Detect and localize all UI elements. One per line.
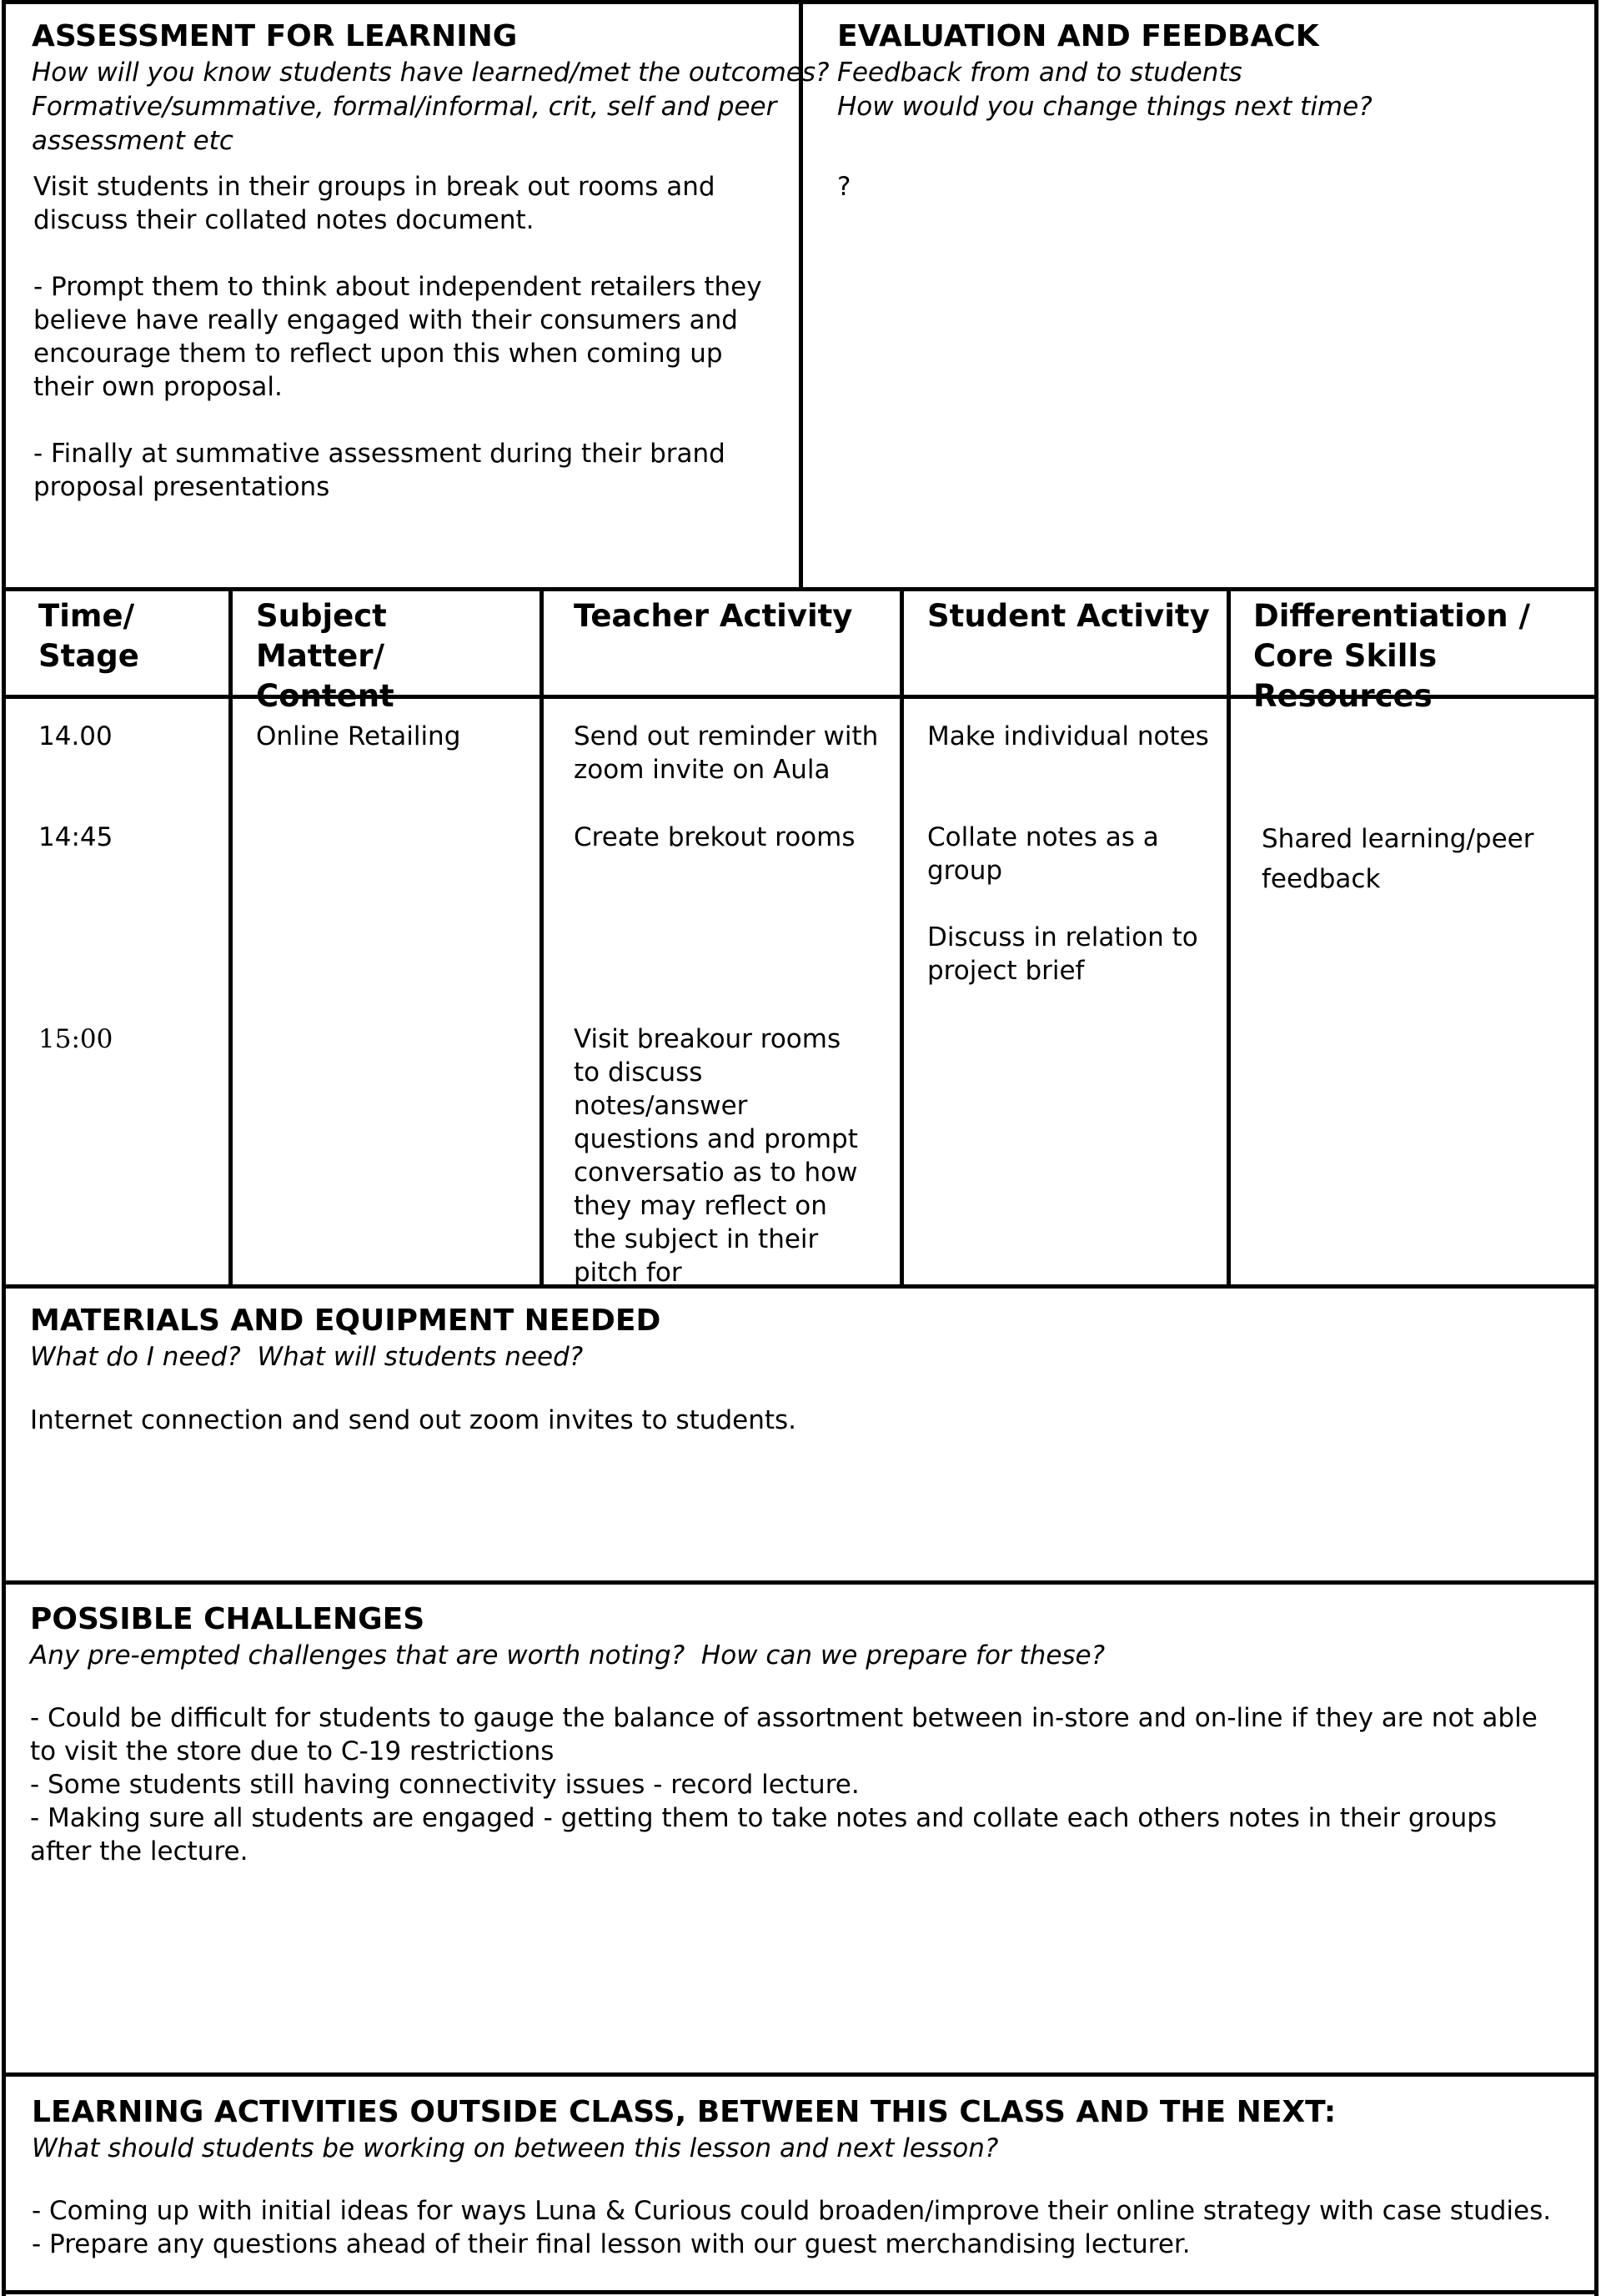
header-subject-matter-label: Subject Matter/ Content	[256, 598, 394, 714]
row-2-teacher: Create brekout rooms	[574, 822, 856, 852]
table-top-line	[2, 587, 1598, 591]
row-4-time: 15:00	[38, 1024, 113, 1054]
row-2-time: 14:45	[38, 822, 113, 852]
header-teacher-activity	[574, 596, 891, 636]
row-1-subject: Online Retailing	[256, 721, 461, 751]
challenges-title: POSSIBLE CHALLENGES	[30, 1602, 425, 1636]
row-1-student: Make individual notes	[927, 721, 1209, 751]
border-right	[1594, 0, 1598, 2296]
evaluation-body: ?	[837, 172, 851, 202]
row-2-differentiation: Shared learning/peer feedback	[1262, 824, 1534, 894]
header-teacher-activity-label: Teacher Activity	[574, 598, 853, 634]
assessment-body	[33, 170, 767, 504]
header-differentiation	[1253, 596, 1591, 716]
materials-body: Internet connection and send out zoom invites to students.	[30, 1405, 796, 1435]
border-bottom	[2, 2290, 1598, 2294]
challenges-body	[30, 1701, 1564, 1868]
outside-class-item-2: - Prepare any questions ahead of their final lesson with our guest merchandising lecturer.	[32, 2229, 1191, 2259]
assessment-paragraph-3: - Finally at summative assessment during their brand proposal presentations	[33, 439, 725, 502]
assessment-subtitle-line-3: assessment etc	[32, 126, 233, 156]
assessment-subtitle-line-2: Formative/summative, formal/informal, crit, self and peer	[32, 92, 777, 122]
assessment-paragraph-2: - Prompt them to think about independent retailers they believe have really engaged with their consumers and encourage them to reflect upon this when coming up their own proposal.	[33, 272, 762, 402]
table-col-divider-2	[540, 587, 544, 1289]
evaluation-subtitle-line-2: How would you change things next time?	[837, 92, 1373, 122]
table-col-divider-4	[1227, 587, 1231, 1289]
row-1-teacher: Send out reminder with zoom invite on Aula	[574, 721, 879, 785]
border-left	[2, 0, 6, 2296]
assessment-title: ASSESSMENT FOR LEARNING	[32, 19, 518, 53]
row-1-time: 14.00	[38, 721, 113, 751]
challenges-bottom-line	[2, 2072, 1598, 2077]
outside-class-item-1: - Coming up with initial ideas for ways Luna & Curious could broaden/improve their online strategy with case studies.	[32, 2196, 1552, 2226]
header-student-activity	[927, 596, 1211, 636]
evaluation-title: EVALUATION AND FEEDBACK	[837, 19, 1319, 53]
row-2-student: Collate notes as a group	[927, 822, 1159, 886]
challenge-item-2: - Some students still having connectivity issues - record lecture.	[30, 1770, 860, 1800]
challenge-item-3: - Making sure all students are engaged - getting them to take notes and collate each others notes in their groups after the lecture.	[30, 1803, 1498, 1866]
header-differentiation-label: Differentiation / Core Skills Resources	[1253, 598, 1531, 714]
materials-bottom-line	[2, 1580, 1598, 1585]
header-time-stage	[38, 596, 205, 676]
header-student-activity-label: Student Activity	[927, 598, 1210, 634]
evaluation-subtitle-line-1: Feedback from and to students	[837, 58, 1242, 88]
assessment-subtitle-line-1: How will you know students have learned/met the outcomes?	[32, 58, 830, 88]
header-subject-matter	[256, 596, 523, 716]
challenge-item-1: - Could be difficult for students to gauge the balance of assortment between in-store and on-line if they are not able to visit the store due to C-19 restrictions	[30, 1703, 1538, 1766]
row-4-teacher: Visit breakour rooms to discuss notes/answer questions and prompt conversatio as to how they may reflect on the subject in their pitch for	[574, 1024, 858, 1288]
materials-title: MATERIALS AND EQUIPMENT NEEDED	[30, 1304, 661, 1338]
row-3-student: Discuss in relation to project brief	[927, 922, 1198, 986]
materials-subtitle: What do I need? What will students need?	[30, 1342, 584, 1372]
outside-class-subtitle: What should students be working on between this lesson and next lesson?	[32, 2133, 999, 2163]
header-time-stage-label: Time/ Stage	[38, 598, 139, 674]
challenges-subtitle: Any pre-empted challenges that are worth noting? How can we prepare for these?	[30, 1640, 1106, 1671]
outside-class-body	[32, 2194, 1583, 2261]
table-col-divider-1	[228, 587, 233, 1289]
assessment-paragraph-1: Visit students in their groups in break out rooms and discuss their collated notes document.	[33, 172, 715, 235]
table-col-divider-3	[900, 587, 904, 1289]
outside-class-title: LEARNING ACTIVITIES OUTSIDE CLASS, BETWEEN THIS CLASS AND THE NEXT:	[32, 2095, 1337, 2129]
